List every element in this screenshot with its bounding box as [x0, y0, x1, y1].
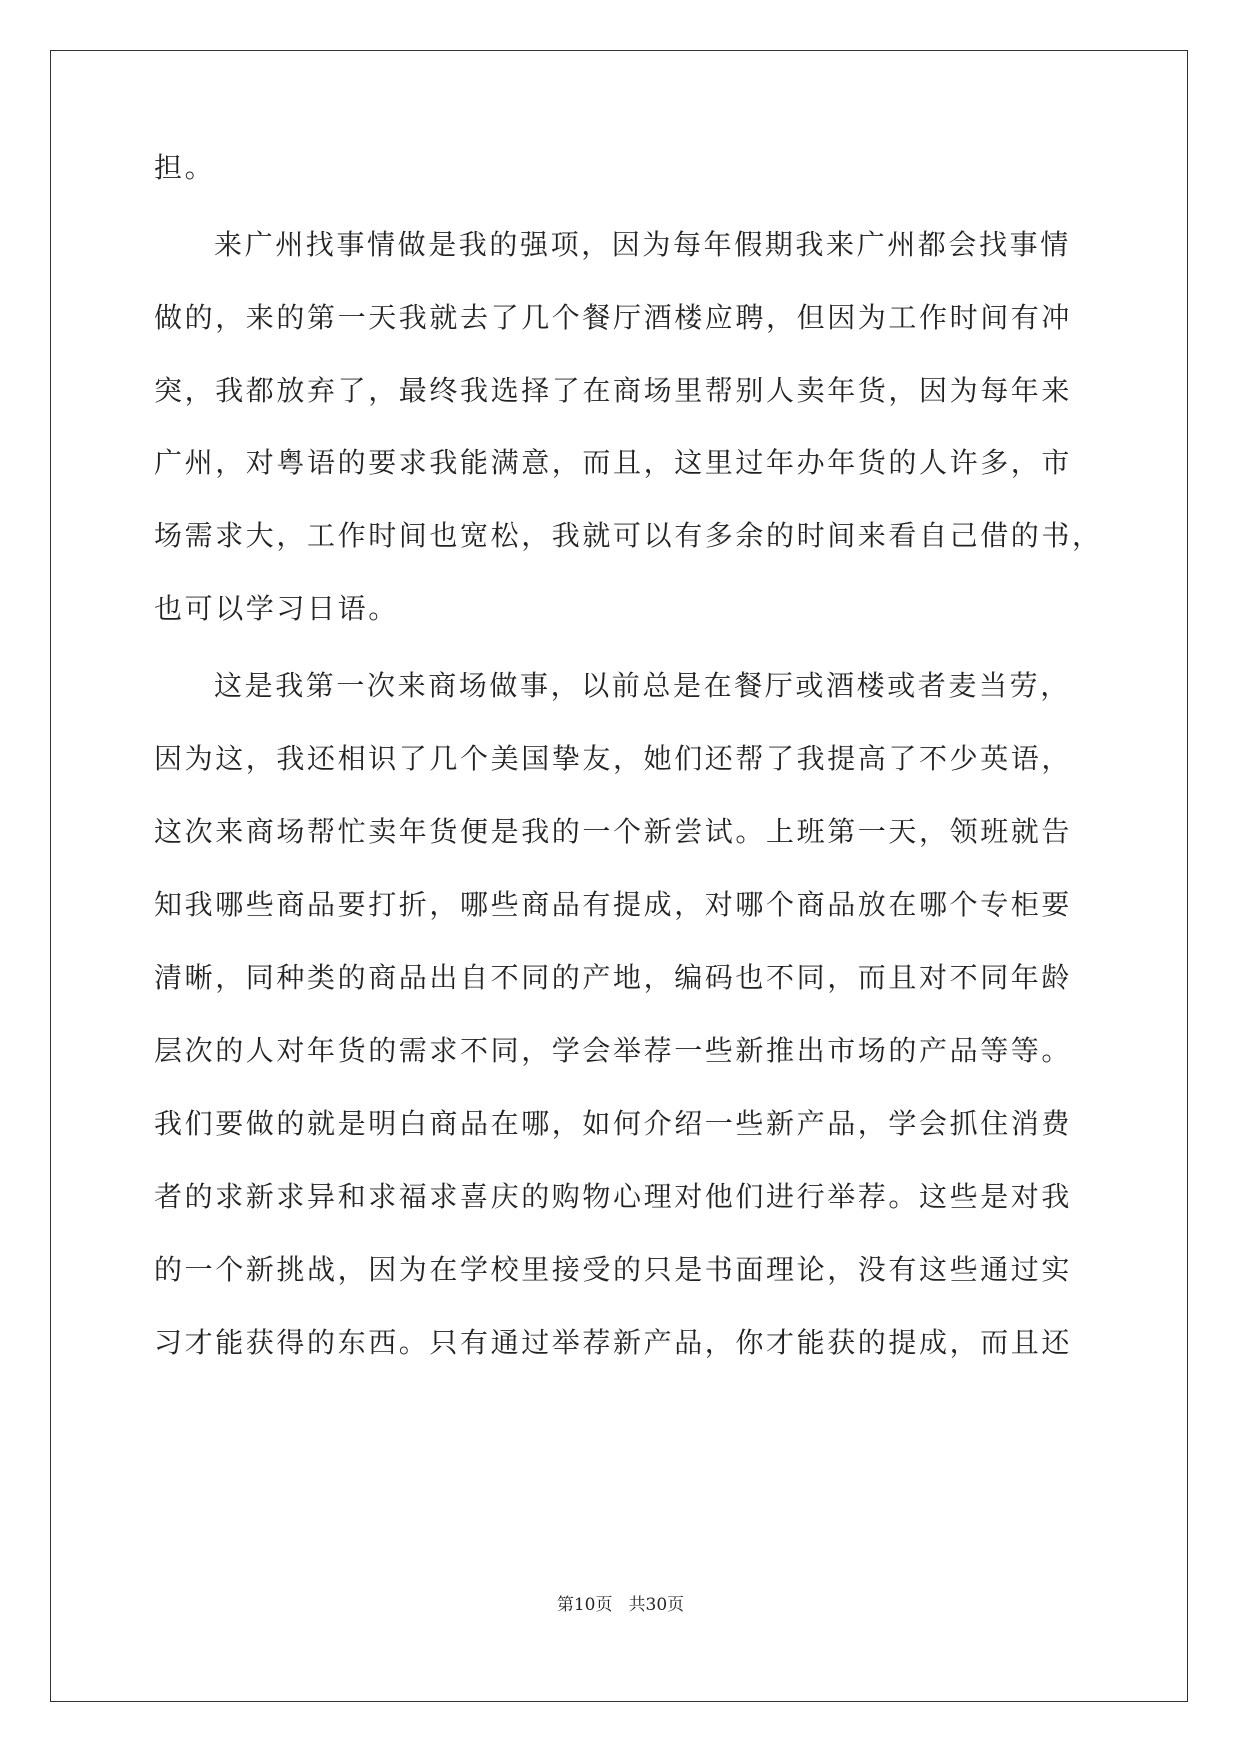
text-line: 层次的人对年货的需求不同，学会举荐一些新推出市场的产品等等。 — [154, 1034, 1073, 1067]
page-number: 第10页 — [556, 1595, 613, 1615]
page-footer — [0, 1593, 1241, 1617]
text-line: 担。 — [154, 151, 216, 184]
page-total: 共30页 — [628, 1595, 685, 1615]
text-line: 做的，来的第一天我就去了几个餐厅酒楼应聘，但因为工作时间有冲 — [154, 301, 1073, 334]
paragraph-first-line: 这是我第一次来商场做事，以前总是在餐厅或酒楼或者麦当劳， — [214, 669, 1071, 702]
text-line: 者的求新求异和求福求喜庆的购物心理对他们进行举荐。这些是对我 — [154, 1180, 1073, 1213]
text-line: 突，我都放弃了，最终我选择了在商场里帮别人卖年货，因为每年来 — [154, 374, 1073, 407]
text-line: 场需求大，工作时间也宽松，我就可以有多余的时间来看自己借的书， — [154, 519, 1103, 552]
text-line: 因为这，我还相识了几个美国挚友，她们还帮了我提高了不少英语， — [154, 742, 1073, 775]
text-line: 我们要做的就是明白商品在哪，如何介绍一些新产品，学会抓住消费 — [154, 1107, 1073, 1140]
paragraph-first-line: 来广州找事情做是我的强项，因为每年假期我来广州都会找事情 — [214, 228, 1071, 261]
text-line: 的一个新挑战，因为在学校里接受的只是书面理论，没有这些通过实 — [154, 1253, 1073, 1286]
text-line: 这次来商场帮忙卖年货便是我的一个新尝试。上班第一天，领班就告 — [154, 815, 1073, 848]
text-line: 习才能获得的东西。只有通过举荐新产品，你才能获的提成，而且还 — [154, 1326, 1073, 1359]
text-line: 清晰，同种类的商品出自不同的产地，编码也不同，而且对不同年龄 — [154, 961, 1073, 994]
text-line: 广州，对粤语的要求我能满意，而且，这里过年办年货的人许多，市 — [154, 446, 1073, 479]
text-line: 知我哪些商品要打折，哪些商品有提成，对哪个商品放在哪个专柜要 — [154, 888, 1073, 921]
text-line: 也可以学习日语。 — [154, 592, 399, 625]
